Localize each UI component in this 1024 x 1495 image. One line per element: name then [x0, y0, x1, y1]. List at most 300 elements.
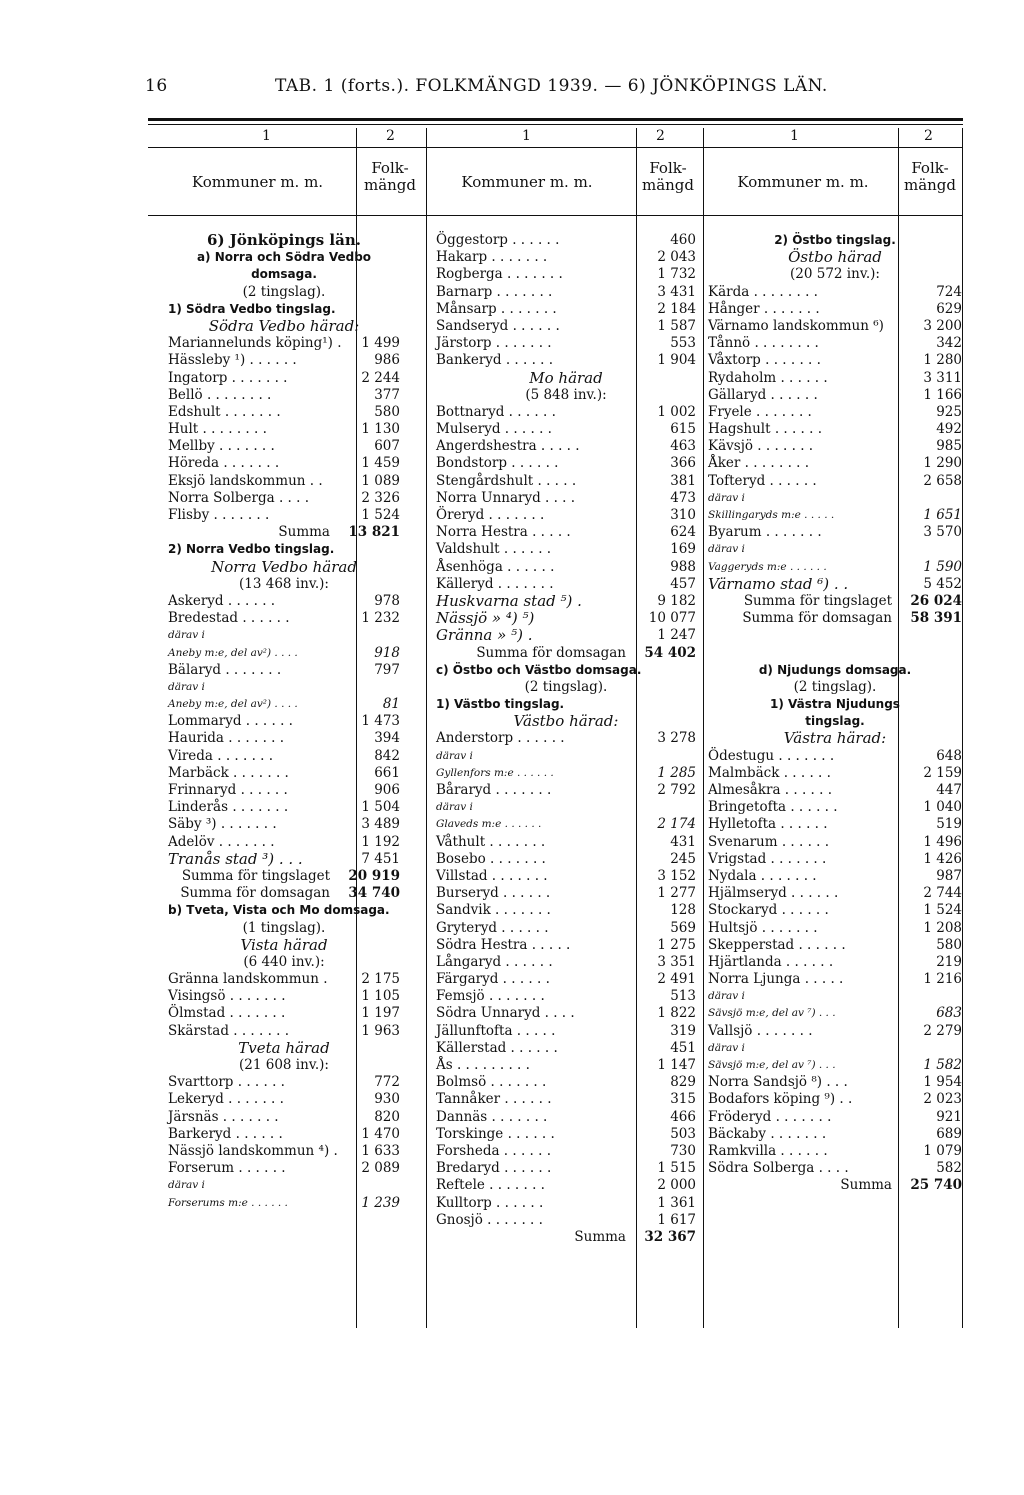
row-value: 1 285	[657, 764, 696, 781]
row-label: Hjärtlanda . . . . . .	[708, 953, 834, 970]
row-value: 2 244	[361, 369, 400, 386]
table-row	[168, 370, 400, 387]
row-value: 1 247	[657, 627, 696, 644]
row-value: 366	[670, 455, 696, 472]
table-row	[168, 404, 400, 421]
row-label: Gryteryd . . . . . .	[436, 919, 549, 936]
table-row	[708, 421, 962, 438]
table-row	[708, 1040, 962, 1057]
row-value: 607	[374, 438, 400, 455]
table-row	[436, 1126, 696, 1143]
table-row	[168, 799, 400, 816]
table-row	[708, 541, 962, 558]
row-label: Värnamo stad ⁶) . .	[708, 574, 849, 593]
folkmangd-header-a: Folk- mängd	[363, 159, 417, 194]
row-label: (13 468 inv.):	[239, 575, 329, 592]
table-row	[436, 1229, 696, 1246]
table-row	[168, 335, 400, 352]
vrule-2	[426, 128, 427, 1328]
row-label: Hjälmseryd . . . . . .	[708, 885, 839, 902]
row-label: Bondstorp . . . . . .	[436, 455, 559, 472]
table-row	[168, 1040, 400, 1057]
row-label: Värnamo landskommun ⁶)	[708, 317, 884, 334]
table-row	[168, 868, 400, 885]
table-row	[708, 902, 962, 919]
row-value: 1 504	[361, 799, 400, 816]
table-row	[436, 593, 696, 610]
table-row	[436, 679, 696, 696]
table-row	[436, 1040, 696, 1057]
table-row	[436, 662, 696, 679]
table-row	[708, 713, 962, 730]
table-row	[168, 490, 400, 507]
top-rule	[148, 118, 963, 121]
row-label: Åsenhöga . . . . . .	[436, 558, 555, 575]
table-row	[436, 1005, 696, 1022]
row-value: 3 200	[923, 317, 962, 334]
row-value: 689	[936, 1125, 962, 1142]
row-label: Barkeryd . . . . . .	[168, 1125, 283, 1142]
row-label: därav i	[168, 629, 205, 642]
table-row	[708, 816, 962, 833]
column-2	[436, 232, 696, 1246]
table-row	[436, 1212, 696, 1229]
row-value: 2 089	[361, 1160, 400, 1177]
row-value: 381	[670, 472, 696, 489]
row-value: 978	[374, 592, 400, 609]
table-row	[708, 1160, 962, 1177]
row-label: Västra härad:	[783, 729, 887, 748]
table-row	[436, 490, 696, 507]
row-value: 921	[936, 1108, 962, 1125]
table-row	[168, 1143, 400, 1160]
row-label: Jällunftofta . . . . .	[436, 1022, 556, 1039]
row-label: Hakarp . . . . . . .	[436, 249, 548, 266]
row-label: 2) Norra Vedbo tingslag.	[168, 542, 335, 557]
table-row	[708, 988, 962, 1005]
row-value: 431	[670, 833, 696, 850]
folkmangd-header-c: Folk- mängd	[903, 159, 957, 194]
row-label: Norra Sandsjö ⁸) . . .	[708, 1074, 848, 1091]
table-row	[708, 370, 962, 387]
table-row	[436, 765, 696, 782]
row-value: 2 491	[657, 971, 696, 988]
row-label: Torskinge . . . . . .	[436, 1125, 555, 1142]
table-row	[708, 610, 962, 627]
row-label: Lekeryd . . . . . . .	[168, 1091, 284, 1108]
row-value: 1 963	[361, 1022, 400, 1039]
table-row	[436, 920, 696, 937]
table-row	[168, 851, 400, 868]
row-value: 2 043	[657, 249, 696, 266]
table-row	[168, 507, 400, 524]
table-row	[168, 1023, 400, 1040]
table-row	[708, 971, 962, 988]
row-value: 2 174	[657, 816, 696, 833]
row-value: 930	[374, 1091, 400, 1108]
vrule-4	[703, 128, 704, 1328]
row-label: Valdshult . . . . . .	[436, 541, 552, 558]
row-label: Mulseryd . . . . . .	[436, 421, 552, 438]
row-value: 519	[936, 816, 962, 833]
row-label: (2 tingslag).	[793, 678, 877, 695]
table-row	[708, 455, 962, 472]
row-value: 319	[670, 1022, 696, 1039]
table-row	[436, 1143, 696, 1160]
row-value: 20 919	[348, 867, 400, 884]
table-row	[168, 524, 400, 541]
table-row	[708, 249, 962, 266]
row-label: Norra Solberga . . . .	[168, 489, 309, 506]
row-label: Villstad . . . . . . .	[436, 867, 548, 884]
row-label: 6) Jönköpings län.	[207, 231, 361, 249]
row-label: Mellby . . . . . . .	[168, 438, 275, 455]
row-label: Gränna » ⁵) .	[436, 626, 533, 645]
row-value: 1 280	[923, 352, 962, 369]
row-value: 54 402	[644, 644, 696, 661]
row-label: Tranås stad ³) . . .	[168, 849, 303, 868]
table-row	[436, 473, 696, 490]
row-value: 1 192	[361, 833, 400, 850]
row-label: Hånger . . . . . . .	[708, 300, 820, 317]
table-row	[708, 885, 962, 902]
row-label: Södra Vedbo härad:	[208, 316, 360, 335]
row-label: Hässleby ¹) . . . . . .	[168, 352, 297, 369]
row-value: 1 822	[657, 1005, 696, 1022]
row-label: Fryele . . . . . . .	[708, 403, 812, 420]
row-label: Huskvarna stad ⁵) .	[436, 591, 582, 610]
row-value: 3 351	[657, 953, 696, 970]
row-value: 377	[374, 386, 400, 403]
row-label: Frinnaryd . . . . . .	[168, 782, 288, 798]
table-row	[436, 404, 696, 421]
row-label: Vrigstad . . . . . . .	[708, 850, 827, 867]
row-value: 58 391	[910, 610, 962, 627]
row-label: därav i	[708, 491, 745, 504]
row-value: 772	[374, 1074, 400, 1091]
table-row	[168, 696, 400, 713]
row-label: Bosebo . . . . . . .	[436, 850, 546, 867]
row-value: 569	[670, 919, 696, 936]
row-label: b) Tveta, Vista och Mo domsaga.	[168, 903, 390, 918]
table-row	[708, 352, 962, 369]
table-row	[436, 1074, 696, 1091]
row-label: Tveta härad	[238, 1038, 330, 1057]
kommuner-header-c: Kommuner m. m.	[737, 173, 869, 191]
row-value: 2 159	[923, 764, 962, 781]
row-label: Nydala . . . . . . .	[708, 867, 817, 884]
row-value: 842	[374, 747, 400, 764]
col-number-2a: 2	[386, 128, 395, 144]
row-label: Bottnaryd . . . . . .	[436, 403, 556, 420]
table-row	[708, 627, 962, 644]
table-row	[168, 1091, 400, 1108]
row-value: 169	[670, 541, 696, 558]
table-row	[708, 266, 962, 283]
row-label: Norra Hestra . . . . .	[436, 524, 571, 541]
row-label: Glaveds m:e . . . . . .	[436, 818, 542, 831]
row-label: Södra Solberga . . . .	[708, 1160, 849, 1177]
row-value: 648	[936, 747, 962, 764]
row-label: Summa	[840, 1177, 892, 1194]
row-value: 10 077	[648, 610, 696, 627]
row-label: Skepperstad . . . . . .	[708, 936, 846, 953]
row-label: Höreda . . . . . . .	[168, 455, 280, 472]
table-row	[708, 730, 962, 747]
row-value: 1 105	[361, 988, 400, 1005]
table-row	[708, 851, 962, 868]
row-label: Kärda . . . . . . . .	[708, 283, 818, 300]
row-label: Öreryd . . . . . . .	[436, 507, 545, 523]
table-row	[436, 266, 696, 283]
table-row	[436, 541, 696, 558]
table-row	[436, 937, 696, 954]
table-row	[436, 885, 696, 902]
table-row	[436, 868, 696, 885]
row-label: Visingsö . . . . . . .	[168, 988, 286, 1005]
row-label: Våxtorp . . . . . . .	[708, 352, 821, 369]
row-label: Summa	[574, 1228, 626, 1245]
table-row	[168, 954, 400, 971]
row-label: Hagshult . . . . . .	[708, 421, 823, 438]
table-row	[436, 645, 696, 662]
table-row	[168, 318, 400, 335]
row-value: 2 744	[923, 885, 962, 902]
table-row	[436, 249, 696, 266]
table-row	[168, 266, 400, 283]
row-label: (6 440 inv.):	[243, 953, 325, 970]
table-row	[168, 249, 400, 266]
table-row	[436, 902, 696, 919]
row-value: 3 152	[657, 867, 696, 884]
row-value: 1 130	[361, 421, 400, 438]
row-label: Öggestorp . . . . . .	[436, 232, 560, 248]
table-row	[436, 782, 696, 799]
table-row	[708, 679, 962, 696]
table-row	[436, 954, 696, 971]
table-row	[436, 1057, 696, 1074]
row-value: 26 024	[910, 592, 962, 609]
row-label: Källerstad . . . . . .	[436, 1039, 558, 1056]
row-value: 1 732	[657, 266, 696, 283]
col-number-2b: 2	[656, 128, 665, 144]
row-label: (2 tingslag).	[242, 283, 326, 300]
row-label: Hultsjö . . . . . . .	[708, 919, 818, 936]
header-bottom-rule	[148, 215, 963, 216]
row-label: Ingatorp . . . . . . .	[168, 369, 288, 386]
row-value: 3 489	[361, 816, 400, 833]
row-label: Byarum . . . . . . .	[708, 524, 822, 541]
row-label: Gällaryd . . . . . .	[708, 386, 818, 403]
row-label: Forserums m:e . . . . . .	[168, 1196, 288, 1209]
row-value: 629	[936, 300, 962, 317]
table-row	[436, 284, 696, 301]
row-label: Långaryd . . . . . .	[436, 953, 553, 970]
row-value: 1 426	[923, 850, 962, 867]
col-number-2c: 2	[924, 128, 933, 144]
table-row	[708, 696, 962, 713]
row-label: a) Norra och Södra Vedbo	[196, 250, 372, 265]
row-label: Rydaholm . . . . . .	[708, 369, 828, 386]
table-row	[168, 541, 400, 558]
row-label: Aneby m:e, del av²) . . . .	[168, 698, 298, 711]
row-value: 2 658	[923, 472, 962, 489]
row-label: Almesåkra . . . . . .	[708, 782, 833, 798]
row-label: Vireda . . . . . . .	[168, 747, 274, 764]
table-row	[168, 1109, 400, 1126]
table-row	[436, 610, 696, 627]
row-label: därav i	[168, 1179, 205, 1192]
row-label: därav i	[708, 1041, 745, 1054]
row-value: 310	[670, 507, 696, 523]
row-value: 1 002	[657, 403, 696, 420]
row-value: 986	[374, 352, 400, 369]
row-label: (2 tingslag).	[524, 678, 608, 695]
table-row	[168, 902, 400, 919]
row-value: 1 590	[923, 558, 962, 575]
table-row	[168, 920, 400, 937]
row-label: (21 608 inv.):	[239, 1057, 329, 1073]
table-row	[436, 559, 696, 576]
row-label: Våthult . . . . . . .	[436, 833, 546, 850]
table-row	[436, 1195, 696, 1212]
table-row	[168, 576, 400, 593]
row-value: 9 182	[657, 592, 696, 609]
table-row	[436, 1160, 696, 1177]
row-label: Malmbäck . . . . . .	[708, 764, 831, 781]
row-label: tingslag.	[805, 714, 865, 729]
table-row	[708, 1074, 962, 1091]
row-value: 466	[670, 1108, 696, 1125]
row-value: 1 166	[923, 386, 962, 403]
row-label: Gyllenfors m:e . . . . . .	[436, 766, 554, 779]
row-label: Järsnäs . . . . . . .	[168, 1108, 279, 1125]
table-row	[168, 352, 400, 369]
row-label: Forsheda . . . . . .	[436, 1142, 552, 1159]
row-label: Summa för domsagan	[180, 885, 330, 902]
row-value: 1 232	[361, 610, 400, 627]
row-label: Aneby m:e, del av²) . . . .	[168, 646, 298, 659]
row-label: Bankeryd . . . . . .	[436, 352, 554, 369]
row-label: Eksjö landskommun . .	[168, 472, 323, 489]
table-row	[168, 765, 400, 782]
table-row	[436, 232, 696, 249]
row-value: 1 587	[657, 317, 696, 334]
row-label: Svenarum . . . . . .	[708, 833, 830, 850]
row-label: Skillingaryds m:e . . . . .	[708, 509, 835, 521]
row-value: 1 470	[361, 1125, 400, 1142]
row-value: 1 524	[361, 507, 400, 523]
row-label: Bäckaby . . . . . . .	[708, 1125, 827, 1142]
row-value: 906	[374, 782, 400, 798]
row-value: 1 954	[923, 1074, 962, 1091]
row-value: 13 821	[348, 524, 400, 541]
row-value: 2 184	[657, 300, 696, 317]
row-value: 25 740	[910, 1177, 962, 1194]
row-label: 1) Västra Njudungs	[770, 697, 900, 712]
row-value: 245	[670, 850, 696, 867]
row-label: Gränna landskommun .	[168, 971, 328, 988]
row-label: Flisby . . . . . . .	[168, 507, 270, 523]
table-row	[168, 455, 400, 472]
table-row	[168, 937, 400, 954]
row-value: 987	[936, 867, 962, 884]
table-row	[436, 696, 696, 713]
row-value: 553	[670, 335, 696, 352]
table-row	[168, 559, 400, 576]
row-label: Mo härad	[529, 368, 603, 387]
row-value: 1 459	[361, 455, 400, 472]
row-label: Rogberga . . . . . . .	[436, 266, 563, 283]
table-row	[436, 627, 696, 644]
row-label: 2) Östbo tingslag.	[774, 233, 896, 247]
row-value: 219	[936, 953, 962, 970]
table-row	[708, 404, 962, 421]
table-row	[708, 490, 962, 507]
row-label: Summa för domsagan	[742, 610, 892, 627]
table-row	[708, 834, 962, 851]
row-label: Stockaryd . . . . . .	[708, 902, 829, 919]
row-label: 1) Västbo tingslag.	[436, 697, 565, 712]
row-value: 32 367	[644, 1228, 696, 1245]
table-row	[168, 232, 400, 249]
table-row	[708, 524, 962, 541]
table-row	[708, 318, 962, 335]
row-value: 513	[670, 988, 696, 1005]
row-label: Summa för tingslaget	[181, 867, 330, 884]
row-value: 1 277	[657, 885, 696, 902]
row-value: 1 904	[657, 352, 696, 369]
row-label: Dannäs . . . . . . .	[436, 1108, 548, 1125]
row-value: 1 496	[923, 833, 962, 850]
table-row	[708, 593, 962, 610]
table-row	[708, 473, 962, 490]
row-value: 1 208	[923, 919, 962, 936]
row-label: Månsarp . . . . . . .	[436, 300, 557, 317]
table-row	[168, 1057, 400, 1074]
table-row	[436, 1091, 696, 1108]
table-row	[708, 937, 962, 954]
row-value: 730	[670, 1142, 696, 1159]
row-value: 3 278	[657, 730, 696, 747]
table-row	[436, 748, 696, 765]
table-row	[708, 920, 962, 937]
row-label: Adelöv . . . . . . .	[168, 833, 275, 850]
table-row	[436, 816, 696, 833]
row-label: Nässjö landskommun ⁴) .	[168, 1142, 338, 1159]
row-value: 1 633	[361, 1142, 400, 1159]
table-row	[168, 1126, 400, 1143]
row-label: Bodafors köping ⁹) . .	[708, 1091, 853, 1108]
row-label: Femsjö . . . . . . .	[436, 988, 545, 1005]
row-value: 1 499	[361, 335, 400, 352]
table-row	[708, 232, 962, 249]
row-value: 2 279	[923, 1022, 962, 1039]
row-value: 580	[374, 403, 400, 420]
row-label: Säby ³) . . . . . . .	[168, 816, 277, 833]
row-label: Summa för domsagan	[476, 644, 626, 661]
table-row	[436, 851, 696, 868]
table-row	[708, 662, 962, 679]
row-value: 463	[670, 438, 696, 455]
row-label: Tånnö . . . . . . . .	[708, 335, 819, 352]
row-label: Bellö . . . . . . . .	[168, 386, 272, 403]
row-label: Burseryd . . . . . .	[436, 885, 551, 902]
table-row	[708, 284, 962, 301]
table-row	[436, 370, 696, 387]
table-row	[436, 387, 696, 404]
row-label: (20 572 inv.):	[790, 266, 880, 283]
